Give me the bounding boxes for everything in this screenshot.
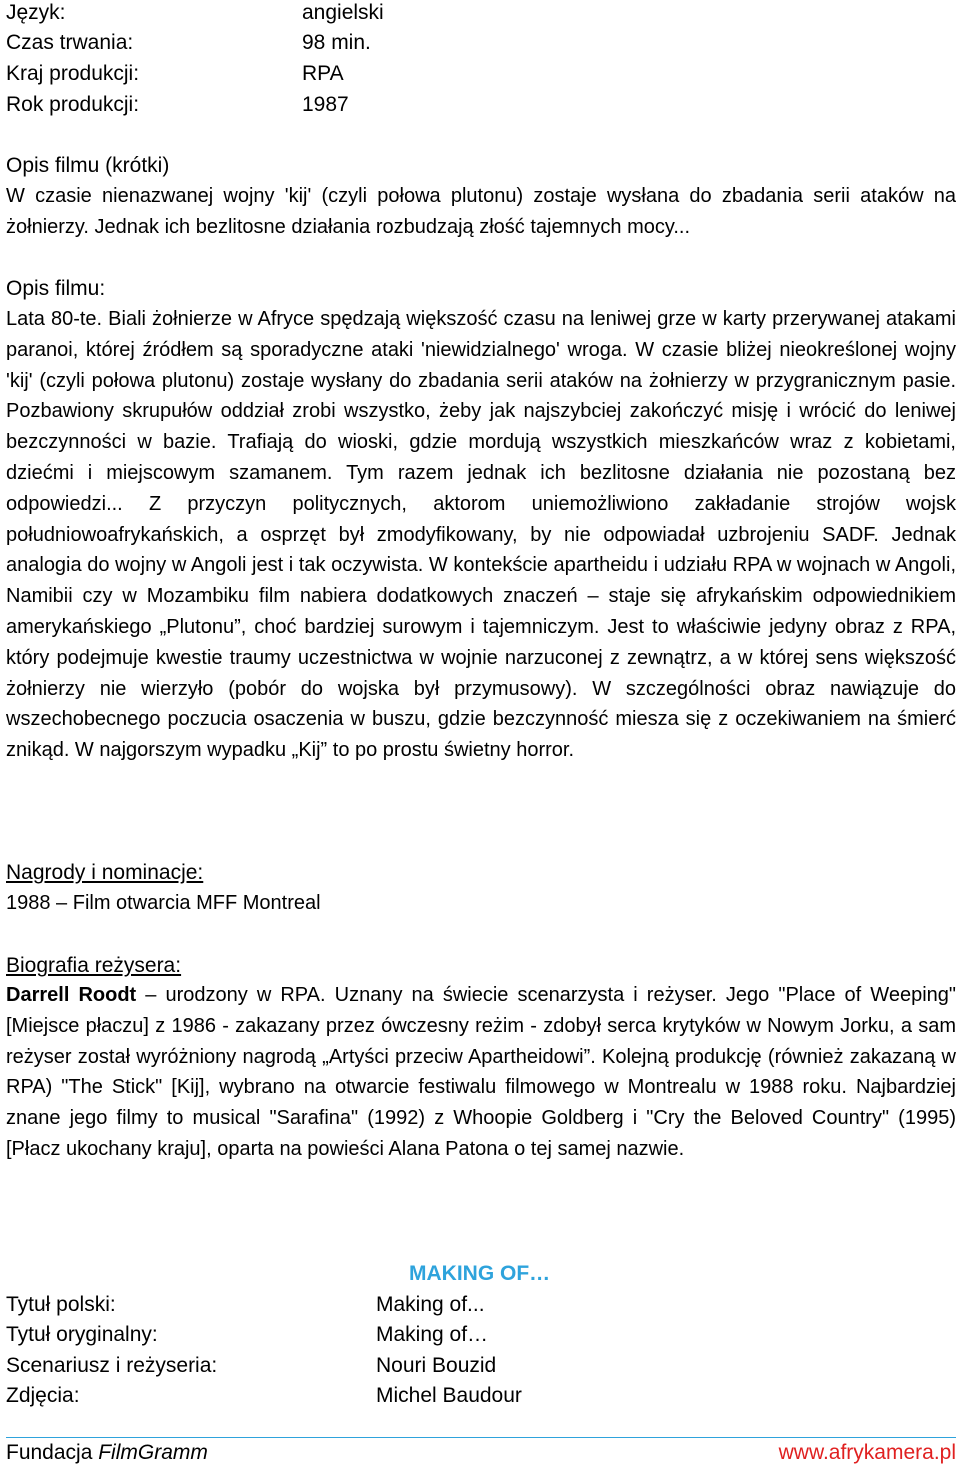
footer-org-name: FilmGramm bbox=[98, 1441, 208, 1464]
info-label: Czas trwania: bbox=[6, 31, 134, 54]
info-label: Rok produkcji: bbox=[6, 93, 140, 116]
making-of-label: Tytuł oryginalny: bbox=[6, 1323, 158, 1346]
making-of-row bbox=[6, 1350, 497, 1381]
making-of-row bbox=[6, 1380, 522, 1411]
making-of-label: Zdjęcia: bbox=[6, 1384, 80, 1407]
short-desc-text: W czasie nienazwanej wojny 'kij' (czyli połowa plutonu) zostaje wysłana do zbadania serii ataków na żołnierzy. Jednak ich bezlitosne działania rozbudzają złość tajemnych mocy... bbox=[6, 185, 956, 238]
director-name: Darrell Roodt bbox=[6, 984, 137, 1006]
short-desc-title: Opis filmu (krótki) bbox=[6, 154, 170, 177]
footer-org-prefix: Fundacja bbox=[6, 1441, 99, 1464]
bio-text: – urodzony w RPA. Uznany na świecie scenarzysta i reżyser. Jego "Place of Weeping" [Miejsce płaczu] z 1986 - zakazany przez ówczesny reżim - zdobył serca krytyków w Nowym Jorku, a sam reżyser został wyróżniony nagrodą „Artyści przeciw Apartheidowi”. Kolejną produkcję (również zakazaną w RPA) "The Stick" [Kij], wybrano na otwarcie festiwalu filmowego w Montrealu w 1988 roku. Najbardziej znane jego filmy to musical "Sarafina" (1992) z Whoopie Goldberg i "Cry the Beloved Country" (1995) [Płacz ukochany kraju], oparta na powieści Alana Patona o tej samej nazwie. bbox=[6, 984, 956, 1160]
making-of-label: Tytuł polski: bbox=[6, 1293, 116, 1316]
footer-organization bbox=[6, 1439, 208, 1467]
making-of-row bbox=[6, 1289, 485, 1320]
bio-title: Biografia reżysera: bbox=[6, 954, 182, 977]
making-of-value: Nouri Bouzid bbox=[376, 1354, 497, 1377]
awards-text: 1988 – Film otwarcia MFF Montreal bbox=[6, 892, 321, 914]
footer-divider bbox=[6, 1437, 956, 1438]
info-value: 1987 bbox=[302, 93, 349, 116]
bio-paragraph bbox=[6, 980, 956, 1165]
making-of-value: Making of... bbox=[376, 1293, 485, 1316]
info-value: 98 min. bbox=[302, 31, 371, 54]
footer-website-link[interactable]: www.afrykamera.pl bbox=[778, 1441, 956, 1464]
info-label: Język: bbox=[6, 1, 66, 24]
long-desc-text: Lata 80-te. Biali żołnierze w Afryce spędzają większość czasu na leniwej grze w karty przerywanej atakami paranoi, której źródłem są sporadyczne ataki 'niewidzialnego' wroga. W czasie bliżej nieokreślonej wojny 'kij' (czyli połowa plutonu) zostaje wysłany do zbadania serii ataków na żołnierzy w przygranicznym pasie. Pozbawiony skrupułów oddział zrobi wszystko, żeby jak najszybciej zakończyć misję i wrócić do leniwej bezczynności w bazie. Trafiają do wioski, gdzie mordują wszystkich mieszkańców wraz z kobietami, dziećmi i miejscowym szamanem. Tym razem jednak ich bezlitosne działania nie pozostaną bez odpowiedzi... Z przyczyn politycznych, aktorom uniemożliwiono zakładanie strojów wojsk południowoafrykańskich, a osprzęt był zmodyfikowany, by nie odpowiadał uzbrojeniu SADF. Jednak analogia do wojny w Angoli jest i tak oczywista. W kontekście apartheidu i udziału RPA w wojnach w Angoli, Namibii czy w Mozambiku film nabiera dodatkowych znaczeń – staje się afrykańskim odpowiednikiem amerykańskiego „Plutonu”, choć bardziej surowym i tajemniczym. Jest to właściwie jedyny obraz z RPA, który podejmuje kwestie traumy uczestnictwa w wojnie narzuconej z zewnątrz, a w której sens większość żołnierzy nie wierzyło (pobór do wojska był przymusowy). W szczególności obraz nawiązuje do wszechobecnego poczucia osaczenia w buszu, gdzie bezczynność miesza się z oczekiwaniem na śmierć znikąd. W najgorszym wypadku „Kij” to po prostu świetny horror. bbox=[6, 308, 956, 762]
making-of-value: Making of… bbox=[376, 1323, 489, 1346]
making-of-label: Scenariusz i reżyseria: bbox=[6, 1354, 218, 1377]
long-desc-title: Opis filmu: bbox=[6, 277, 106, 300]
making-of-row bbox=[6, 1319, 489, 1350]
awards-title: Nagrody i nominacje: bbox=[6, 861, 204, 884]
making-of-value: Michel Baudour bbox=[376, 1384, 522, 1407]
info-value: angielski bbox=[302, 1, 384, 24]
making-of-title: MAKING OF… bbox=[409, 1262, 551, 1285]
info-label: Kraj produkcji: bbox=[6, 62, 140, 85]
info-value: RPA bbox=[302, 62, 344, 85]
